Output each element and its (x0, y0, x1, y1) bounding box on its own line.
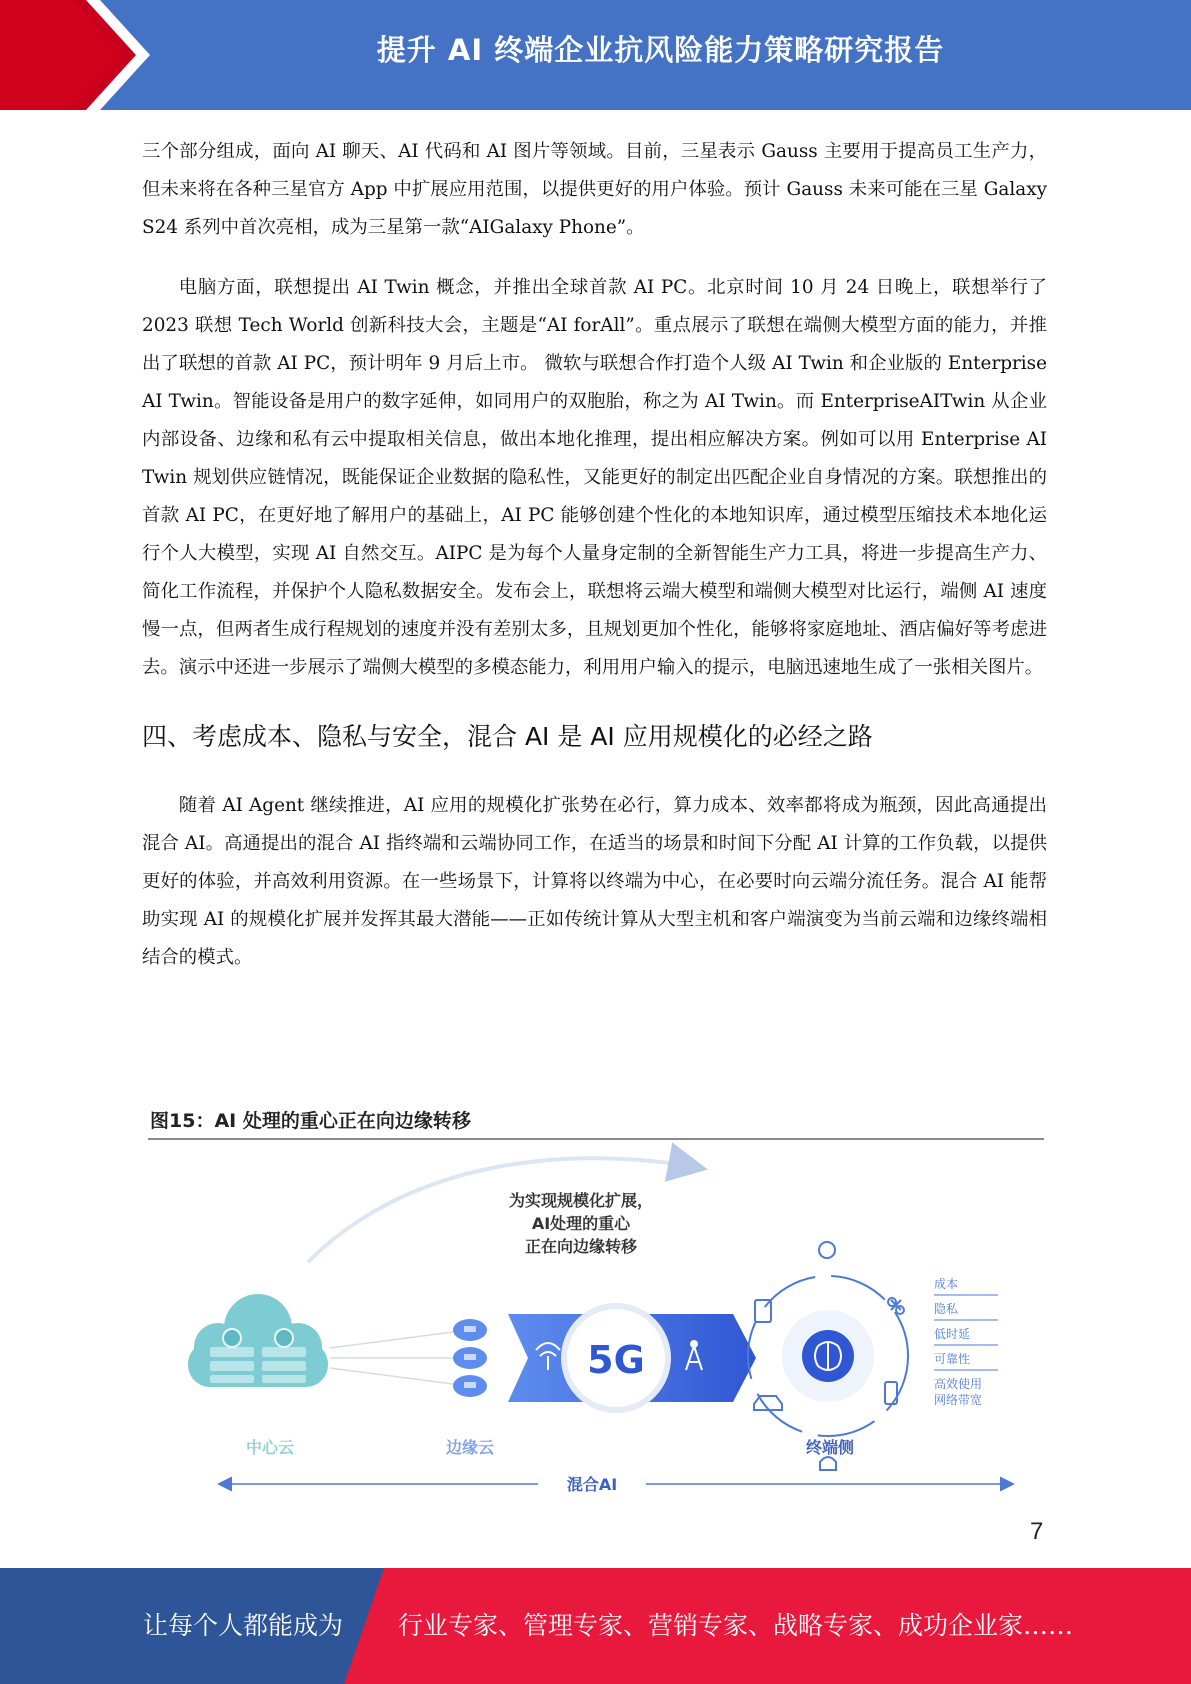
arc-text-line1: 为实现规模化扩展， (508, 1191, 654, 1210)
label-device-side: 终端侧 (805, 1438, 855, 1457)
label-hybrid-ai: 混合AI (566, 1475, 618, 1494)
central-cloud-icon (188, 1294, 328, 1387)
benefits-list (934, 1276, 998, 1407)
report-title: 提升 AI 终端企业抗风险能力策略研究报告 (376, 33, 945, 67)
figure-hybrid-ai (148, 1100, 1044, 1500)
edge-cloud-icons (453, 1319, 487, 1397)
benefit-bandwidth: 网络带宽 (934, 1393, 983, 1407)
connector-lines (330, 1330, 468, 1386)
label-central-cloud: 中心云 (245, 1438, 295, 1457)
benefit-privacy: 隐私 (934, 1302, 959, 1316)
footer-slogan-left: 让每个人都能成为 (143, 1611, 344, 1640)
body-paragraph-hybrid-ai: 随着 AI Agent 继续推进，AI 应用的规模化扩张势在必行，算力成本、效率都将成为瓶颈，因此高通提出混合 AI。高通提出的混合 AI 指终端和云端协同工作，在适当的场景和时间下分配 AI 计算的工作负载，以提供更好的体验，并高效利用资源。在一些场景下，计算将以终端为中心，在必要时向云端分流任务。混合 AI 能帮助实现 AI 的规模化扩展并发挥其最大潜能——正如传统计算从大型主机和客户端演变为当前云端和边缘终端相结合的模式。 (142, 795, 1047, 968)
page-number: 7 (1030, 1518, 1044, 1545)
hybrid-ai-diagram (148, 1142, 1044, 1498)
body-paragraph-samsung: 三个部分组成，面向 AI 聊天、AI 代码和 AI 图片等领域。目前，三星表示 Gauss 主要用于提高员工生产力，但未来将在各种三星官方 App 中扩展应用范围，以提供更好的用户体验。预计 Gauss 未来可能在三星 Galaxy S24 系列中首次亮相，成为三星第一款“AIGalaxy Phone”。 (142, 141, 1047, 238)
benefit-reliability: 可靠性 (934, 1352, 971, 1366)
figure-caption-rule (148, 1138, 1044, 1140)
benefit-efficient-use: 高效使用 (934, 1377, 983, 1391)
main-content (142, 133, 1047, 977)
5g-band (508, 1306, 756, 1410)
label-edge-cloud: 边缘云 (445, 1438, 495, 1457)
section-heading: 四、考虑成本、隐私与安全，混合 AI 是 AI 应用规模化的必经之路 (142, 722, 873, 751)
page-header (0, 0, 1191, 110)
figure-caption: 图15：AI 处理的重心正在向边缘转移 (150, 1110, 471, 1132)
5g-label: 5G (587, 1338, 645, 1382)
body-paragraph-lenovo: 电脑方面，联想提出 AI Twin 概念，并推出全球首款 AI PC。北京时间 10 月 24 日晚上，联想举行了 2023 联想 Tech World 创新科技大会，主题是“AI forAll”。重点展示了联想在端侧大模型方面的能力，并推出了联想的首款 AI PC，预计明年 9 月后上市。 微软与联想合作打造个人级 AI Twin 和企业版的 Enterprise AI Twin。智能设备是用户的数字延伸，如同用户的双胞胎，称之为 AI Twin。而 EnterpriseAITwin 从企业内部设备、边缘和私有云中提取相关信息，做出本地化推理，提出相应解决方案。例如可以用 Enterprise AI Twin 规划供应链情况，既能保证企业数据的隐私性，又能更好的制定出匹配企业自身情况的方案。联想推出的首款 AI PC，在更好地了解用户的基础上，AI PC 能够创建个性化的本地知识库，通过模型压缩技术本地化运行个人大模型，实现 AI 自然交互。AIPC 是为每个人量身定制的全新智能生产力工具，将进一步提高生产力、简化工作流程，并保护个人隐私数据安全。发布会上，联想将云端大模型和端侧大模型对比运行，端侧 AI 速度慢一点，但两者生成行程规划的速度并没有差别太多，且规划更加个性化，能够将家庭地址、酒店偏好等考虑进去。演示中还进一步展示了端侧大模型的多模态能力，利用用户输入的提示，电脑迅速地生成了一张相关图片。 (142, 277, 1047, 678)
arc-arrow (308, 1158, 700, 1262)
benefit-cost: 成本 (934, 1277, 959, 1291)
footer-slogan-right: 行业专家、管理专家、营销专家、战略专家、成功企业家…… (398, 1611, 1074, 1640)
arc-text-line2: AI处理的重心 (531, 1214, 631, 1233)
page-footer (0, 1568, 1191, 1684)
benefit-latency: 低时延 (934, 1327, 971, 1341)
header-arrow-decoration (0, 0, 150, 110)
device-side-ring (748, 1276, 908, 1436)
arc-text-line3: 正在向边缘转移 (524, 1237, 638, 1256)
